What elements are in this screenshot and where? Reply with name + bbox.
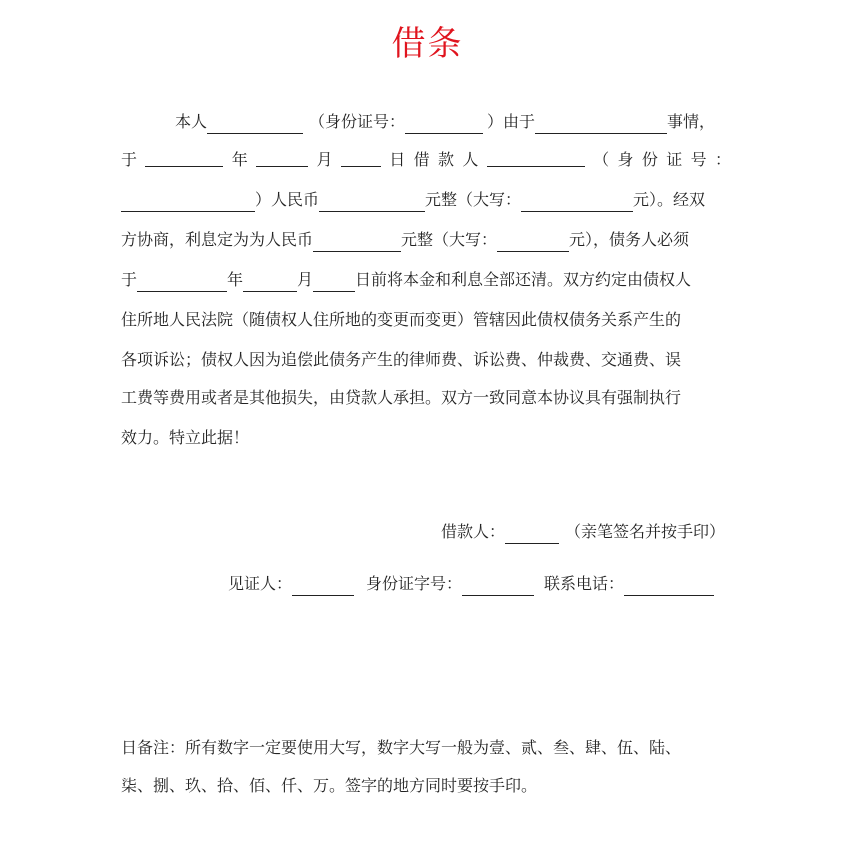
interest-blank[interactable] — [313, 233, 401, 252]
borrower-signature-blank[interactable] — [505, 525, 559, 544]
text-month-2: 月 — [297, 270, 314, 289]
body-line-1 — [175, 110, 715, 134]
text-yuan-jing: 元）。经双 — [633, 190, 706, 209]
witness-id-blank[interactable] — [462, 577, 534, 596]
text-debtor-must: 元），债务人必须 — [569, 230, 690, 249]
day-blank[interactable] — [341, 148, 381, 167]
text-yuan-zheng: 元整（大写： — [425, 190, 522, 209]
note-line-2: 柒、捌、玖、拾、佰、仟、万。签字的地方同时要按手印。 — [121, 776, 538, 795]
text-interest: 方协商，利息定为为人民币 — [121, 230, 314, 249]
text-jie: 借 — [413, 150, 430, 169]
body-line-8: 工费等费用或者是其他损失，由贷款人承担。双方一致同意本协议具有强制执行 — [121, 388, 682, 407]
text-year-2: 年 — [227, 270, 244, 289]
text-id-open: （身份证号： — [309, 112, 406, 131]
borrower-signature-line — [441, 520, 725, 544]
body-line-9: 效力。特立此据！ — [121, 428, 250, 447]
id-number-blank[interactable] — [405, 115, 483, 134]
interest-uppercase-blank[interactable] — [497, 233, 569, 252]
text-hao: 号 — [690, 150, 707, 169]
repay-day-blank[interactable] — [313, 273, 355, 292]
month-blank[interactable] — [256, 148, 308, 167]
witness-blank[interactable] — [292, 577, 354, 596]
text-month: 月 — [316, 150, 333, 169]
text-repay-clause: 日前将本金和利息全部还清。双方约定由债权人 — [355, 270, 692, 289]
body-line-7: 各项诉讼；债权人因为追偿此债务产生的律师费、诉讼费、仲裁费、交通费、误 — [121, 350, 682, 369]
witness-label: 见证人： — [228, 574, 293, 593]
body-line-2 — [121, 148, 731, 172]
text-benren: 本人 — [175, 112, 208, 131]
text-yu: 于 — [121, 150, 138, 169]
year-blank[interactable] — [145, 148, 223, 167]
text-kuan: 款 — [437, 150, 454, 169]
body-line-6: 住所地人民法院（随债权人住所地的变更而变更）管辖因此债权债务关系产生的 — [121, 310, 682, 329]
note-line-1: 日备注：所有数字一定要使用大写，数字大写一般为壹、贰、叁、肆、伍、陆、 — [121, 738, 682, 757]
witness-phone-blank[interactable] — [624, 577, 714, 596]
lender-id-blank[interactable] — [121, 193, 255, 212]
text-interest-yuan: 元整（大写： — [401, 230, 498, 249]
witness-id-label: 身份证字号： — [366, 574, 463, 593]
amount-uppercase-blank[interactable] — [521, 193, 633, 212]
text-colon: ： — [714, 150, 731, 169]
witness-phone-label: 联系电话： — [544, 574, 625, 593]
body-line-4 — [121, 228, 689, 252]
text-day: 日 — [389, 150, 406, 169]
body-line-5 — [121, 268, 691, 292]
reason-blank[interactable] — [535, 115, 667, 134]
text-reason: ）由于 — [487, 112, 536, 131]
name-blank[interactable] — [207, 115, 303, 134]
text-shen: 身 — [617, 150, 634, 169]
borrower-label: 借款人： — [441, 522, 506, 541]
text-fen: 份 — [641, 150, 658, 169]
borrower-note: （亲笔签名并按手印） — [565, 522, 726, 541]
repay-year-blank[interactable] — [137, 273, 227, 292]
text-paren: （ — [593, 150, 610, 169]
document-title: 借条 — [391, 24, 464, 64]
text-ren: 人 — [462, 150, 479, 169]
text-matter: 事情， — [667, 112, 716, 131]
body-line-3 — [121, 188, 705, 212]
witness-line — [228, 572, 714, 596]
text-zheng: 证 — [666, 150, 683, 169]
text-rmb: ）人民币 — [255, 190, 320, 209]
repay-month-blank[interactable] — [243, 273, 297, 292]
lender-blank[interactable] — [487, 148, 585, 167]
text-year: 年 — [231, 150, 248, 169]
amount-blank[interactable] — [319, 193, 425, 212]
text-yu-2: 于 — [121, 270, 138, 289]
